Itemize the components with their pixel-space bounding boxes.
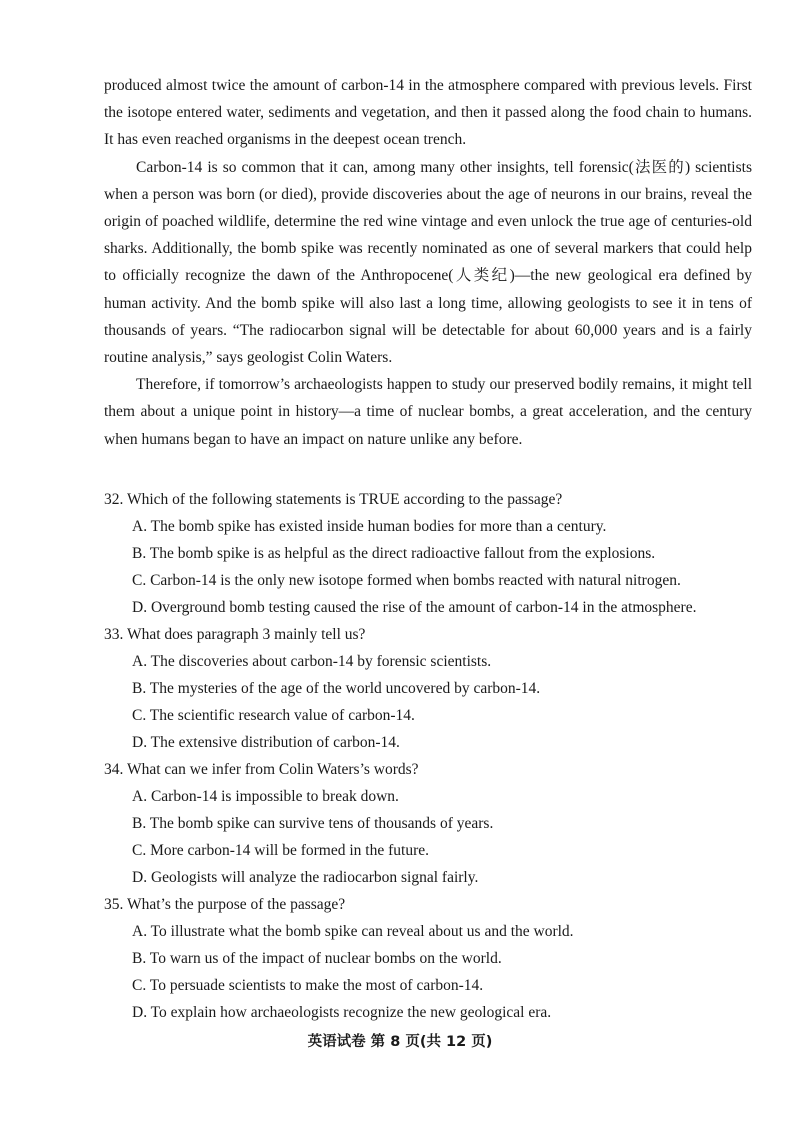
question-stem: 35. What’s the purpose of the passage? xyxy=(104,896,346,913)
passage-paragraph-2: Carbon-14 is so common that it can, among many other insights, tell forensic(法医的) scientists when a person was born (or died), provide discoveries about the age of neurons in our brains, reveal the origin of poached wildlife, determine the red wine vintage and even unlock the true age of centuries-old sharks. Additionally, the bomb spike was recently nominated as one of several markers that could help to officially recognize the dawn of the Anthropocene(人类纪)—the new geological era defined by human activity. And the bomb spike will also last a long time, allowing geologists to see it in tens of thousands of years. “The radiocarbon signal will be detectable for about 60,000 years and is a fairly routine analysis,” says geologist Colin Waters. xyxy=(104,158,752,367)
option-d: D. The extensive distribution of carbon-14. xyxy=(132,734,400,751)
question-stem: 34. What can we infer from Colin Waters’s words? xyxy=(104,761,419,778)
option-d: D. To explain how archaeologists recognize the new geological era. xyxy=(132,1004,552,1021)
option-c: C. To persuade scientists to make the most of carbon-14. xyxy=(132,977,484,994)
option-c: C. Carbon-14 is the only new isotope formed when bombs reacted with natural nitrogen. xyxy=(132,572,681,589)
option-b: B. The bomb spike is as helpful as the direct radioactive fallout from the explosions. xyxy=(132,545,656,562)
question-33 xyxy=(104,621,764,756)
option-c: C. More carbon-14 will be formed in the future. xyxy=(132,842,429,859)
question-list xyxy=(104,486,764,1026)
option-c: C. The scientific research value of carbon-14. xyxy=(132,707,415,724)
question-35 xyxy=(104,891,764,1026)
option-b: B. The bomb spike can survive tens of thousands of years. xyxy=(132,815,494,832)
option-a: A. The bomb spike has existed inside human bodies for more than a century. xyxy=(132,518,607,535)
page-footer: 英语试卷 第 8 页(共 12 页) xyxy=(307,1034,493,1050)
option-b: B. The mysteries of the age of the world uncovered by carbon-14. xyxy=(132,680,541,697)
option-a: A. Carbon-14 is impossible to break down. xyxy=(132,788,399,805)
question-stem: 33. What does paragraph 3 mainly tell us? xyxy=(104,626,366,643)
option-a: A. The discoveries about carbon-14 by forensic scientists. xyxy=(132,653,492,670)
question-32 xyxy=(104,486,764,621)
option-a: A. To illustrate what the bomb spike can reveal about us and the world. xyxy=(132,923,574,940)
option-d: D. Geologists will analyze the radiocarbon signal fairly. xyxy=(132,869,479,886)
question-stem: 32. Which of the following statements is TRUE according to the passage? xyxy=(104,491,563,508)
option-b: B. To warn us of the impact of nuclear bombs on the world. xyxy=(132,950,502,967)
passage-paragraph-3: Therefore, if tomorrow’s archaeologists happen to study our preserved bodily remains, it might tell them about a unique point in history—a time of nuclear bombs, a great acceleration, and the century when humans began to have an impact on nature unlike any before. xyxy=(104,376,752,448)
reading-passage xyxy=(104,72,752,453)
option-d: D. Overground bomb testing caused the rise of the amount of carbon-14 in the atmosphere. xyxy=(132,599,697,616)
passage-paragraph-1: produced almost twice the amount of carbon-14 in the atmosphere compared with previous levels. First the isotope entered water, sediments and vegetation, and then it passed along the food chain to humans. It has even reached organisms in the deepest ocean trench. xyxy=(104,77,752,149)
question-34 xyxy=(104,756,764,891)
